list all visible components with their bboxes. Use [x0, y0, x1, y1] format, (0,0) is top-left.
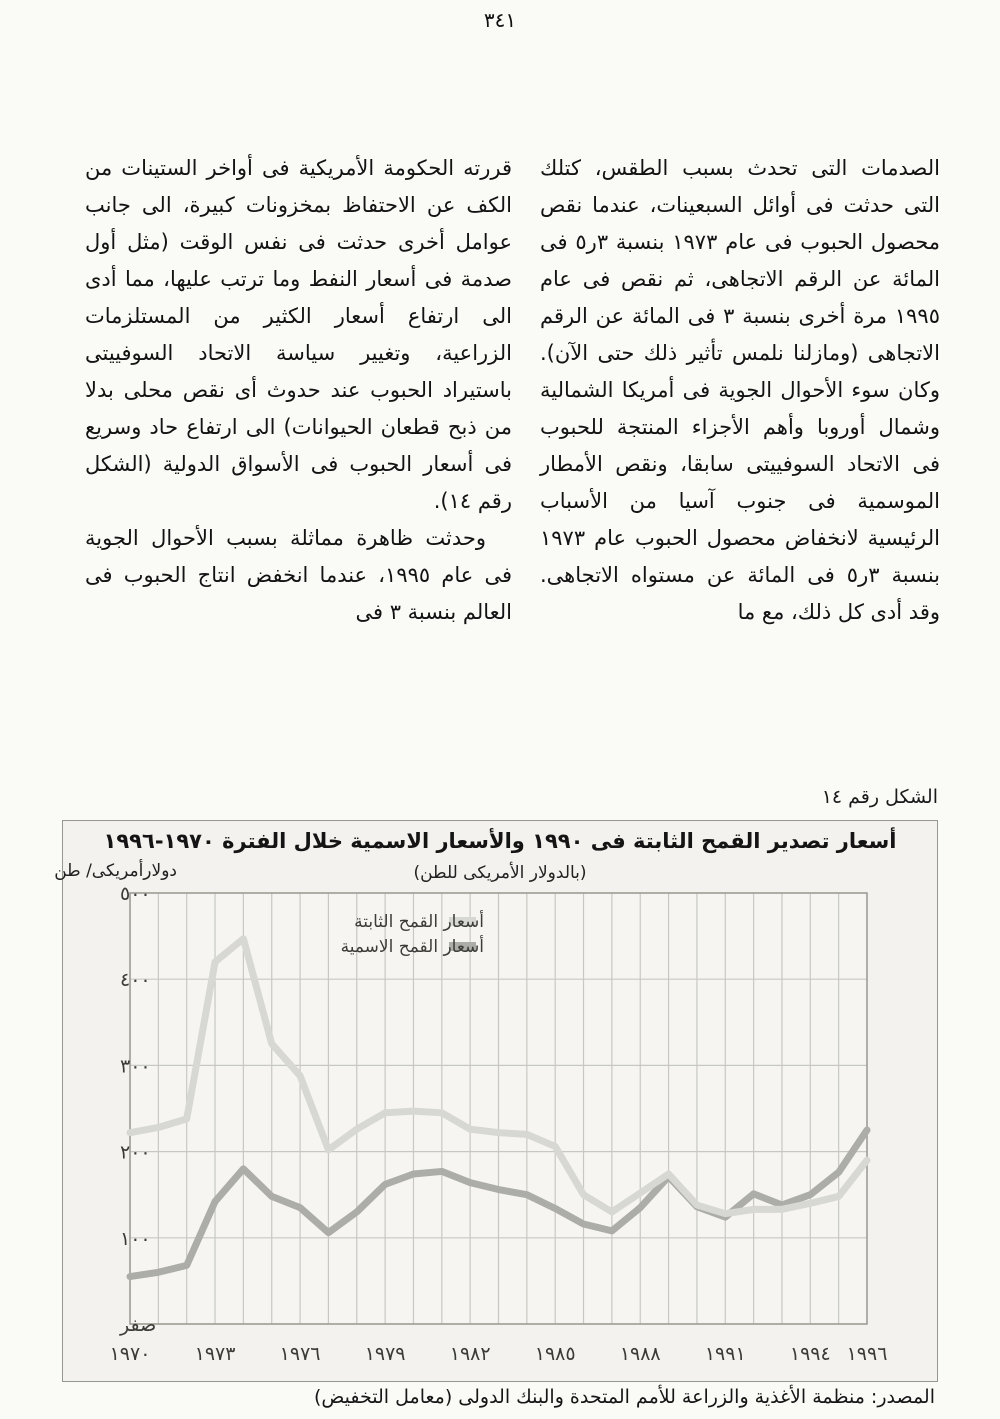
svg-text:٥٠٠: ٥٠٠ [120, 883, 151, 905]
paragraph: وحدثت ظاهرة مماثلة بسبب الأحوال الجوية فى عام ١٩٩٥، عندما انخفض انتاج الحبوب فى العالم بنسبة ٣ فى [85, 526, 512, 624]
svg-text:١٩٨٥: ١٩٨٥ [534, 1343, 576, 1365]
svg-text:١٩٧٠: ١٩٧٠ [109, 1343, 151, 1365]
chart-y-axis-unit-label: دولارأمريكى/ طن [54, 861, 177, 881]
page-number: ٣٤١ [483, 8, 517, 32]
figure-caption: الشكل رقم ١٤ [821, 786, 938, 808]
figure-box [54, 820, 938, 1382]
body-text [85, 150, 940, 631]
legend-label: أسعار القمح الثابتة [354, 912, 484, 932]
svg-text:صفر: صفر [120, 1314, 157, 1336]
svg-text:١٠٠: ١٠٠ [120, 1227, 151, 1250]
svg-text:٢٠٠: ٢٠٠ [120, 1141, 151, 1164]
svg-text:٣٠٠: ٣٠٠ [120, 1055, 151, 1078]
svg-text:١٩٨٢: ١٩٨٢ [449, 1343, 491, 1365]
chart-subtitle: (بالدولار الأمريكى للطن) [413, 863, 587, 883]
text-column-right [540, 150, 940, 631]
wheat-price-line-chart [54, 821, 939, 1383]
svg-text:١٩٧٦: ١٩٧٦ [279, 1343, 321, 1365]
svg-text:١٩٩٤: ١٩٩٤ [789, 1343, 831, 1365]
svg-text:١٩٧٩: ١٩٧٩ [364, 1343, 406, 1365]
legend-label: أسعار القمح الاسمية [340, 937, 484, 957]
paragraph: قررته الحكومة الأمريكية فى أواخر الستينات من الكف عن الاحتفاظ بمخزونات كبيرة، الى جانب عوامل أخرى حدثت فى نفس الوقت (مثل أول صدمة فى أسعار النفط وما ترتب عليها، مما أدى الى ارتفاع أسعار الكثير من المستلزمات الزراعية، وتغيير سياسة الاتحاد السوفييتى باستيراد الحبوب عند حدوث أى نقص محلى بدلا من ذبح قطعان الحيوانات) الى ارتفاع حاد وسريع فى أسعار الحبوب فى الأسواق الدولية (الشكل رقم ١٤). [85, 156, 512, 513]
text-column-left [85, 150, 512, 631]
svg-text:١٩٩٦: ١٩٩٦ [846, 1343, 888, 1365]
svg-text:١٩٨٨: ١٩٨٨ [619, 1343, 661, 1365]
x-axis-tick-labels [110, 1343, 888, 1365]
source-line: المصدر: منظمة الأغذية والزراعة للأمم المتحدة والبنك الدولى (معامل التخفيض) [313, 1386, 935, 1408]
paragraph: الصدمات التى تحدث بسبب الطقس، كتلك التى حدثت فى أوائل السبعينات، عندما نقص محصول الحبوب فى عام ١٩٧٣ بنسبة ٣ر٥ فى المائة عن الرقم الاتجاهى، ثم نقص فى عام ١٩٩٥ مرة أخرى بنسبة ٣ فى المائة عن الرقم الاتجاهى (ومازلنا نلمس تأثير ذلك حتى الآن). وكان سوء الأحوال الجوية فى أمريكا الشمالية وشمال أوروبا وأهم الأجزاء المنتجة للحبوب فى الاتحاد السوفييتى سابقا، ونقص الأمطار الموسمية فى جنوب آسيا من الأسباب الرئيسية لانخفاض محصول الحبوب عام ١٩٧٣ بنسبة ٣ر٥ فى المائة عن مستواه الاتجاهى. وقد أدى كل ذلك، مع ما [540, 156, 941, 624]
svg-text:١٩٩١: ١٩٩١ [704, 1343, 746, 1365]
svg-text:١٩٧٣: ١٩٧٣ [194, 1343, 236, 1365]
chart-title: أسعار تصدير القمح الثابتة فى ١٩٩٠ والأسعار الاسمية خلال الفترة ١٩٧٠-١٩٩٦ [103, 829, 897, 853]
svg-text:٤٠٠: ٤٠٠ [120, 969, 151, 992]
